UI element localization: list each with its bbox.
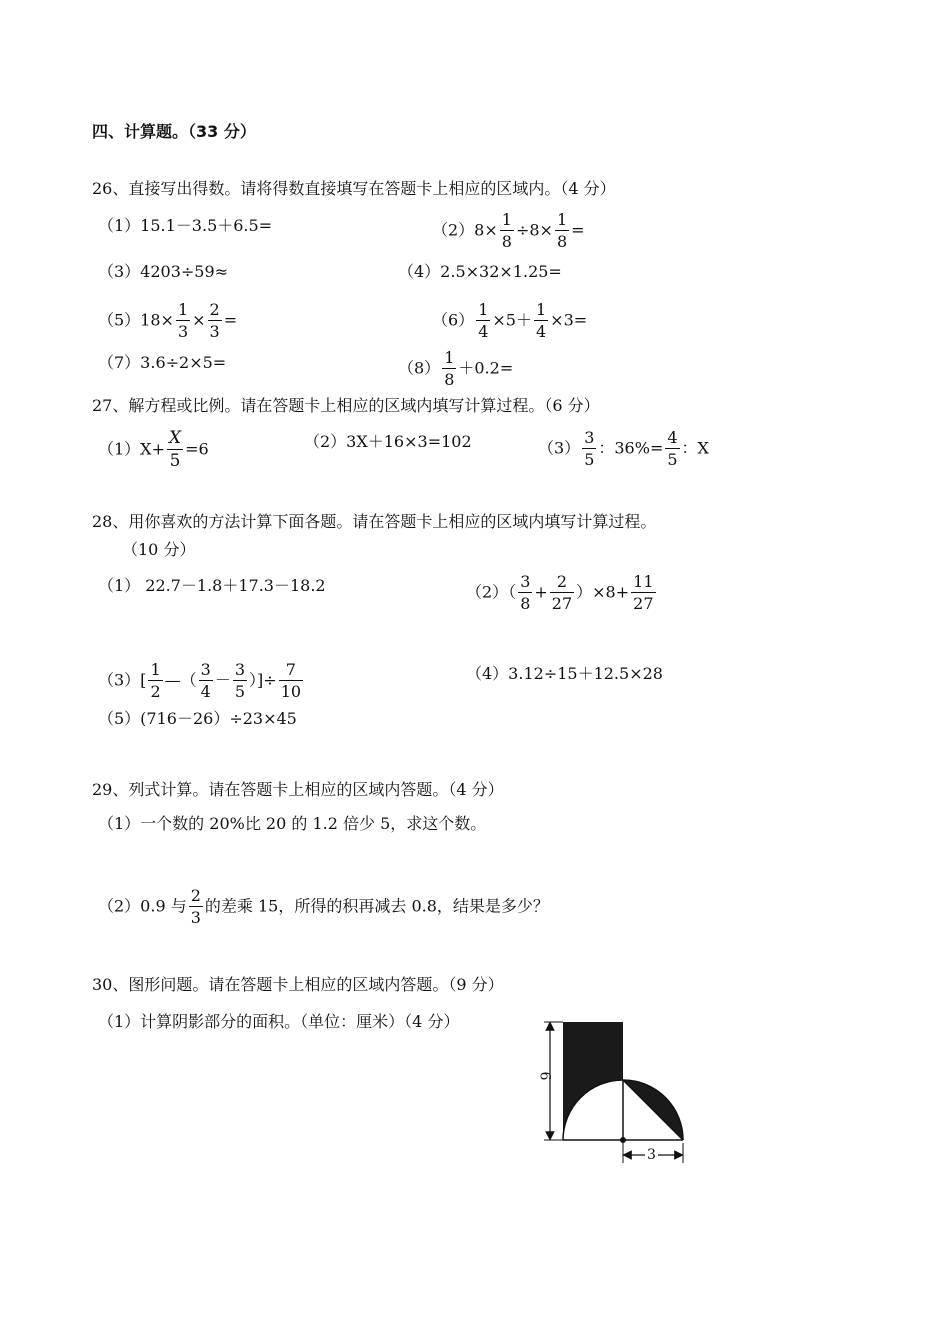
width-label: 3 <box>647 1147 656 1163</box>
q26-title: 26、直接写出得数。请将得数直接填写在答题卡上相应的区域内。（4 分） <box>92 179 616 198</box>
q29-p1: （1）一个数的 20%比 20 的 1.2 倍少 5，求这个数。 <box>98 814 487 833</box>
q30-p1: （1）计算阴影部分的面积。（单位：厘米）（4 分） <box>98 1012 460 1031</box>
q27-title: 27、解方程或比例。请在答题卡上相应的区域内填写计算过程。（6 分） <box>92 396 600 415</box>
q26-p1: （1）15.1－3.5＋6.5= <box>98 216 273 235</box>
q28-p5: （5）(716－26）÷23×45 <box>98 709 297 728</box>
q28-title: 28、用你喜欢的方法计算下面各题。请在答题卡上相应的区域内填写计算过程。 <box>92 512 657 531</box>
q28-p1: （1） 22.7－1.8＋17.3－18.2 <box>98 576 326 595</box>
q29-p2: （2）0.9 与 $\frac{2}{3}$ 的差乘 15，所得的积再减去 0.8，结果是多少？ <box>98 886 549 927</box>
shaded-area-figure <box>530 1005 700 1175</box>
q26-p8: （8） $\frac{1}{8}$ ＋0.2= <box>398 348 514 389</box>
q27-p3: （3） $\frac{3}{5}$ ：36%= $\frac{4}{5}$ ：X <box>538 428 709 469</box>
q28-p4: （4）3.12÷15＋12.5×28 <box>466 664 663 683</box>
q27-p2: （2）3X＋16×3=102 <box>304 432 472 451</box>
q28-p3: （3）[ $\frac{1}{2}$ —（ $\frac{3}{4}$ － $\frac{3}{5}$ ）]÷ $\frac{7}{10}$ <box>98 660 302 701</box>
section-title: 四、计算题。（33 分） <box>92 122 256 141</box>
q26-p6: （6） $\frac{1}{4}$ ×5＋ $\frac{1}{4}$ ×3= <box>432 300 588 341</box>
q28-score: （10 分） <box>122 540 196 559</box>
q30-title: 30、图形问题。请在答题卡上相应的区域内答题。（9 分） <box>92 975 504 994</box>
q28-p2: （2）（ $\frac{3}{8}$ + $\frac{2}{27}$ ）×8+ $\frac{11}{27}$ <box>466 572 654 613</box>
q26-p4: （4）2.5×32×1.25= <box>398 262 562 281</box>
q26-p2: （2）8× $\frac{1}{8}$ ÷8× $\frac{1}{8}$ = <box>432 210 585 251</box>
q26-p5: （5）18× $\frac{1}{3}$ × $\frac{2}{3}$ = <box>98 300 238 341</box>
q27-p1: （1）X+ $\frac{X}{5}$ =6 <box>98 428 209 471</box>
q26-p7: （7）3.6÷2×5= <box>98 353 227 372</box>
center-point <box>620 1137 626 1143</box>
q26-p3: （3）4203÷59≈ <box>98 262 229 281</box>
q29-title: 29、列式计算。请在答题卡上相应的区域内答题。（4 分） <box>92 780 504 799</box>
height-label: 6 <box>536 1071 553 1081</box>
